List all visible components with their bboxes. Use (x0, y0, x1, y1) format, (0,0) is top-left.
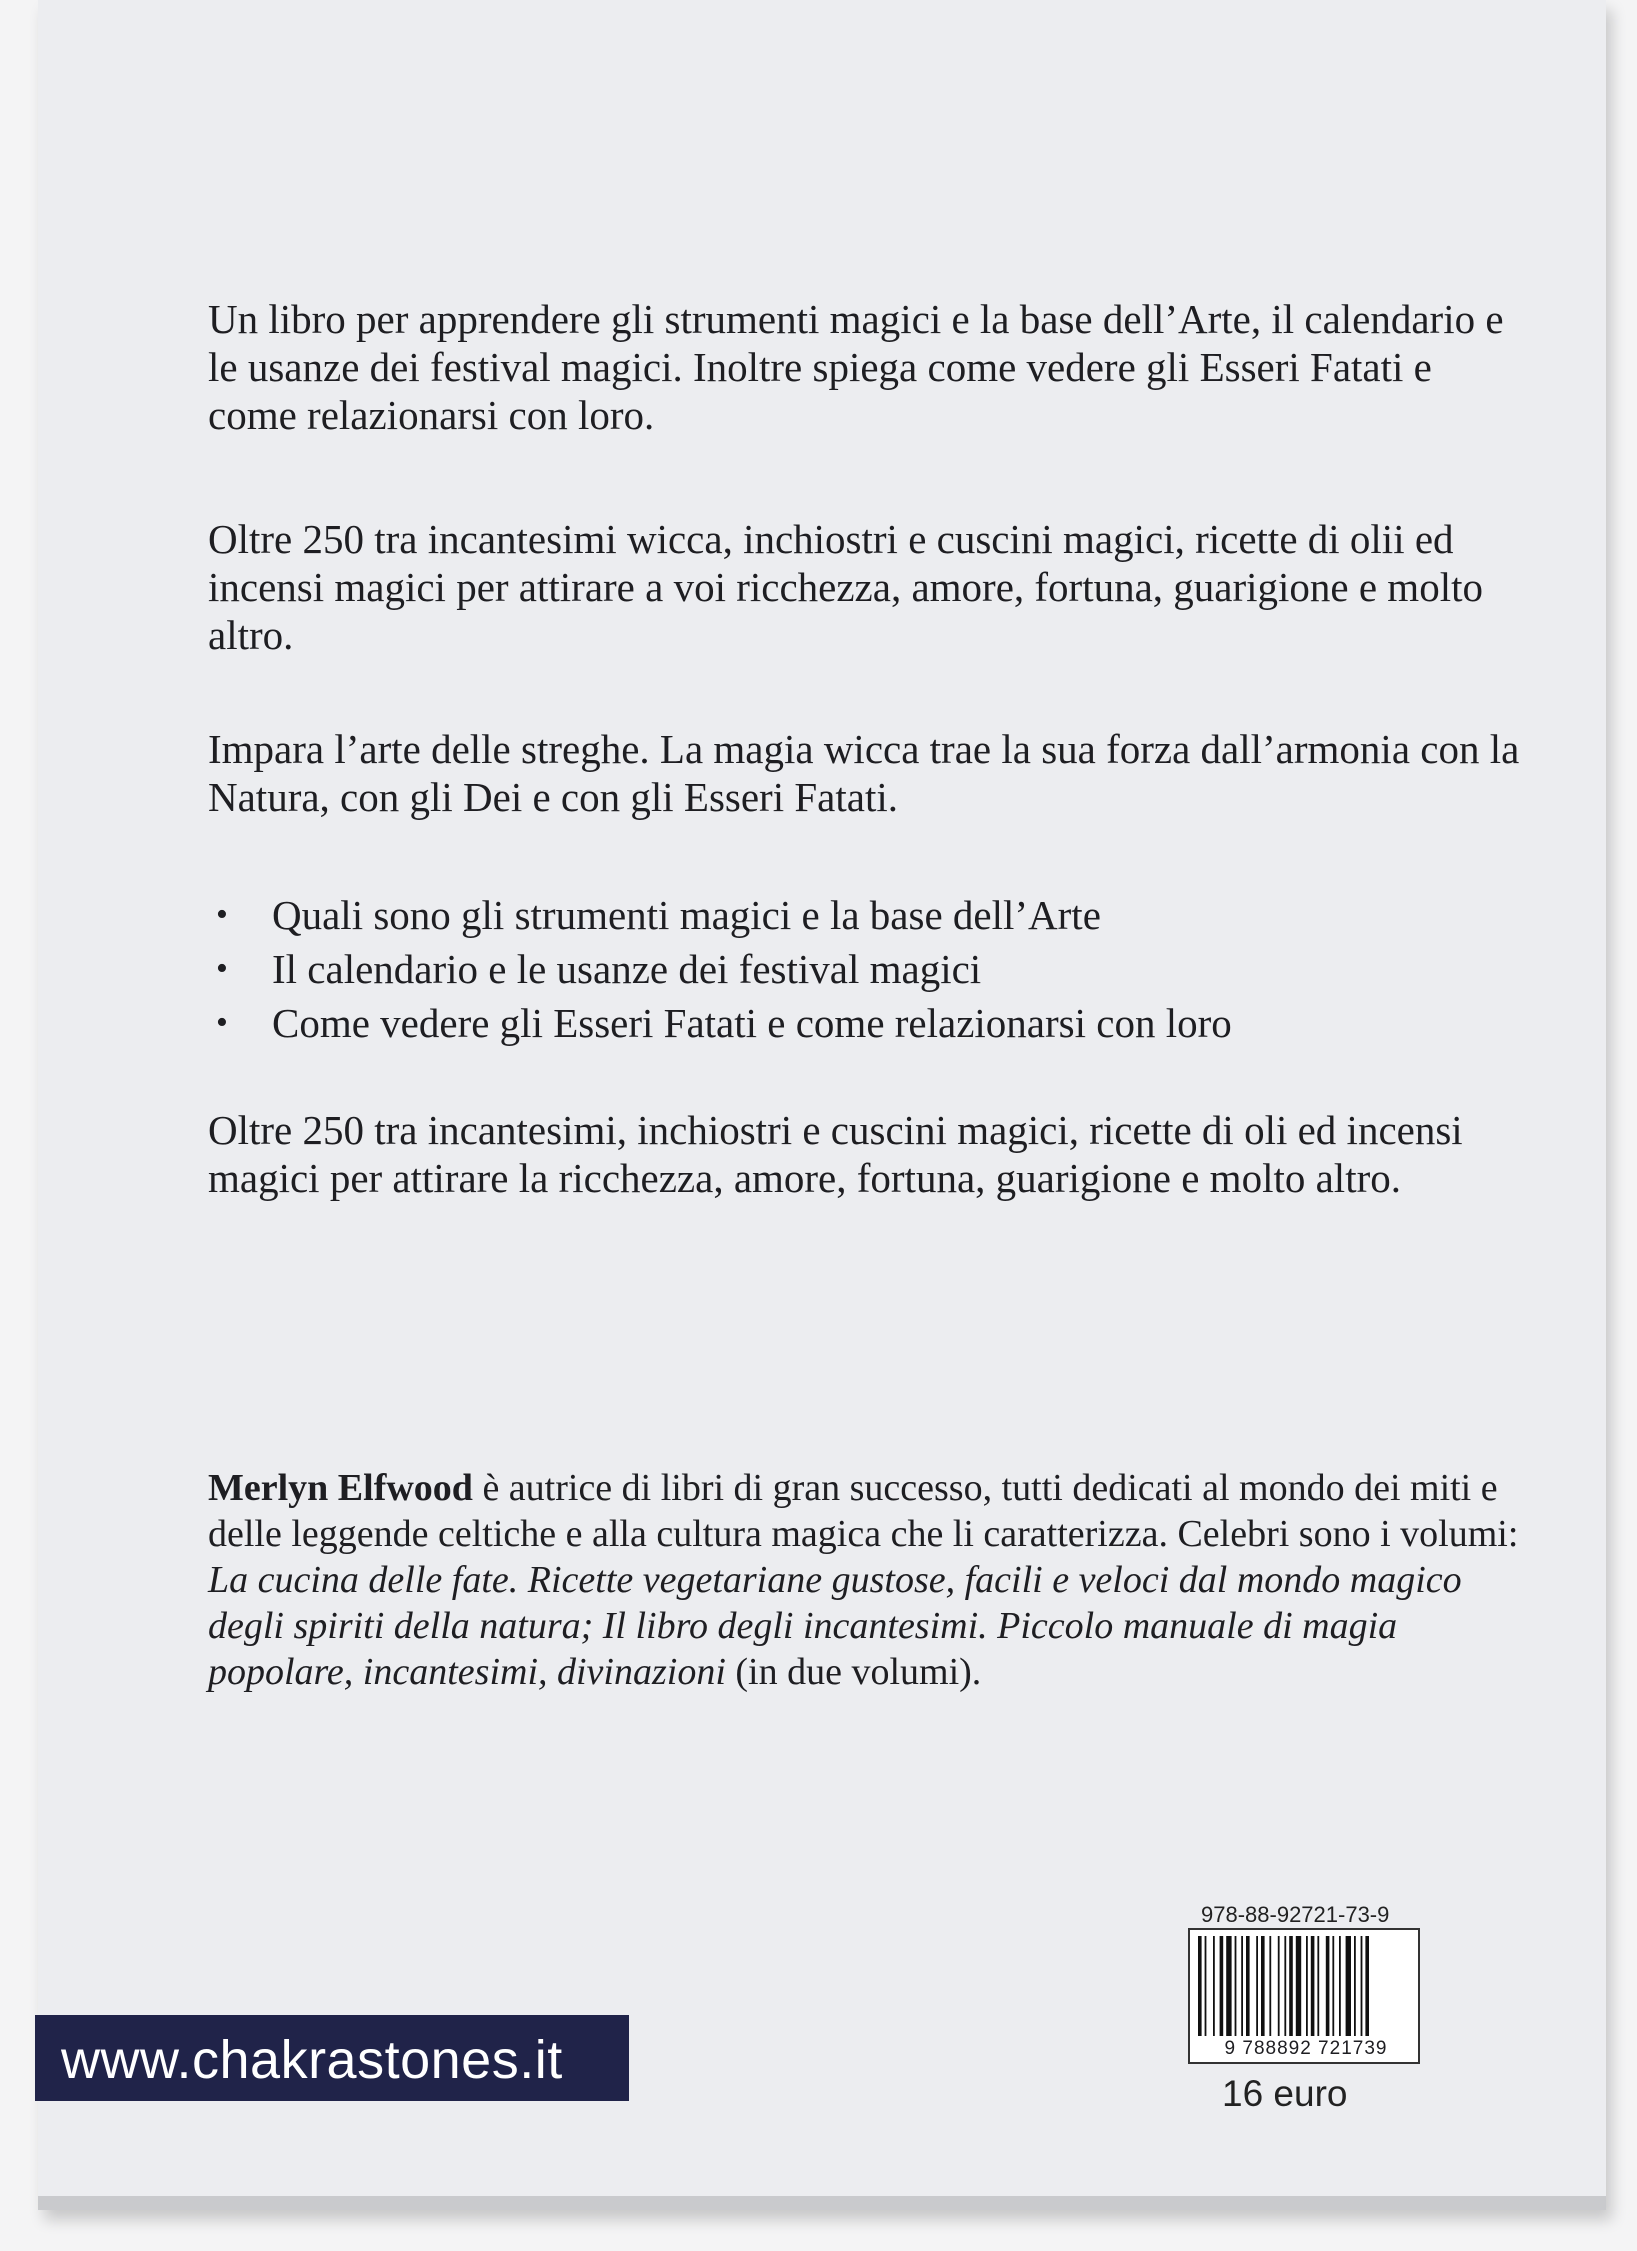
author-bio (208, 1465, 1528, 1695)
bullet-icon: • (216, 1004, 228, 1041)
feature-text: Come vedere gli Esseri Fatati e come relazionarsi con loro (272, 1000, 1232, 1046)
description-paragraph-2: Oltre 250 tra incantesimi wicca, inchiostri e cuscini magici, ricette di olii ed incensi magici per attirare a voi ricchezza, amore, fortuna, guarigione e molto altro. (208, 516, 1483, 658)
description-paragraph-1: Un libro per apprendere gli strumenti magici e la base dell’Arte, il calendario e le usanze dei festival magici. Inoltre spiega come vedere gli Esseri Fatati e come relazionarsi con loro. (208, 296, 1504, 438)
price: 16 euro (1222, 2073, 1348, 2114)
book-back-cover (38, 0, 1606, 2210)
bullet-icon: • (216, 950, 228, 987)
feature-list-item (208, 996, 1528, 1050)
barcode-digits: 9 788892 721739 (1194, 2038, 1418, 2060)
watermark-url: www.chakrastones.it (61, 2030, 563, 2090)
description-paragraph-3: Impara l’arte delle streghe. La magia wicca trae la sua forza dall’armonia con la Natura, con gli Dei e con gli Esseri Fatati. (208, 726, 1520, 820)
author-bio-text: è autrice di libri di gran successo, tutti dedicati al mondo dei miti e delle leggende celtiche e alla cultura magica che li caratterizza. Celebri sono i volumi: (208, 1467, 1519, 1555)
book-titles: La cucina delle fate. Ricette vegetariane gustose, facili e veloci dal mondo magico degli spiriti della natura; Il libro degli incantesimi. Piccolo manuale di magia popolare, incantesimi, divinazioni (208, 1559, 1462, 1693)
feature-list (208, 888, 1528, 1050)
barcode (1188, 1928, 1420, 2064)
feature-list-item (208, 888, 1528, 942)
author-bio-tail: (in due volumi). (725, 1651, 982, 1693)
feature-list-item (208, 942, 1528, 996)
feature-text: Il calendario e le usanze dei festival magici (272, 946, 982, 992)
barcode-bars-icon (1196, 1936, 1416, 2036)
isbn-number: 978-88-92721-73-9 (1201, 1902, 1390, 1927)
feature-text: Quali sono gli strumenti magici e la base dell’Arte (272, 892, 1101, 938)
description-paragraph-4: Oltre 250 tra incantesimi, inchiostri e cuscini magici, ricette di oli ed incensi magici per attirare la ricchezza, amore, fortuna, guarigione e molto altro. (208, 1107, 1463, 1201)
bullet-icon: • (216, 896, 228, 933)
author-name: Merlyn Elfwood (208, 1467, 473, 1509)
watermark-banner (35, 2015, 629, 2101)
